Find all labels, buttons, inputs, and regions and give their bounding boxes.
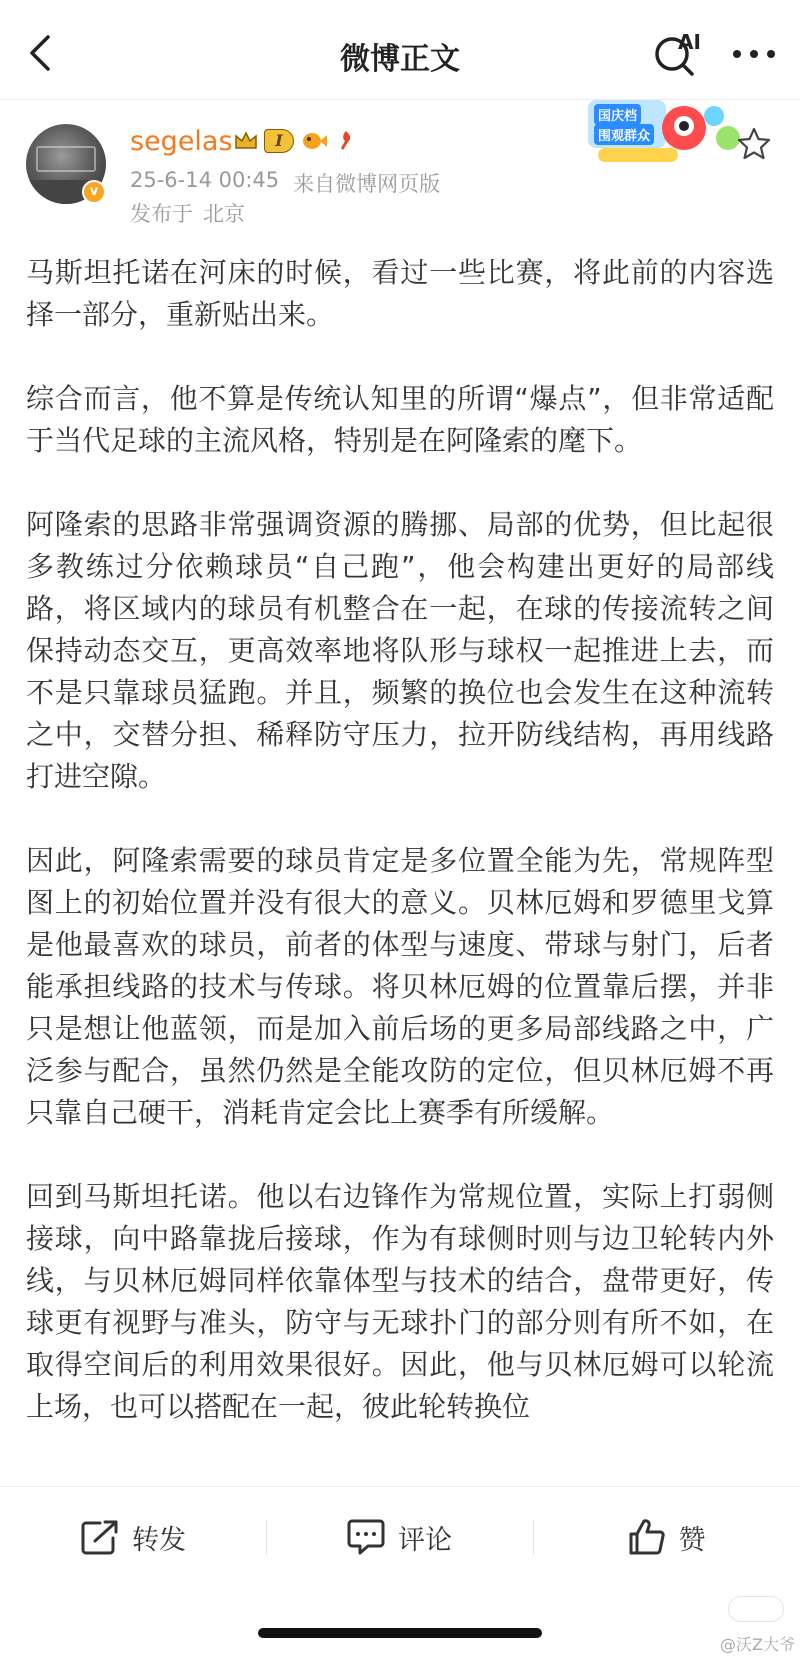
- fish-badge-icon: [300, 129, 328, 153]
- like-label: 赞: [678, 1524, 706, 1556]
- repost-button[interactable]: [0, 1487, 266, 1587]
- event-decoration-line1: 国庆档: [594, 104, 641, 125]
- post-paragraph: 阿隆索的思路非常强调资源的腾挪、局部的优势，但比起很多教练过分依赖球员“自己跑”，他会构建出更好的局部线路，将区域内的球员有机整合在一起，在球的传接流转之间保持动态交互，更高效率地将队形与球权一起推进上去，而不是只靠球员猛跑。并且，频繁的换位也会发生在这种流转之中，交替分担、稀释防守压力，拉开防线结构，再用线路打进空隙。: [26, 508, 774, 793]
- post-timestamp: 25-6-14 00:45: [130, 168, 280, 192]
- watermark-logo: [728, 1596, 784, 1622]
- thumbs-up-icon: [627, 1518, 667, 1556]
- post-paragraph: 综合而言，他不算是传统认知里的所谓“爆点”，但非常适配于当代足球的主流风格，特别是在阿隆索的麾下。: [26, 382, 774, 457]
- action-bar: [0, 1486, 800, 1586]
- event-decoration-line2: 围观群众: [594, 124, 654, 145]
- watermark-text: @沃Z大爷: [720, 1635, 795, 1654]
- post-source: 来自微博网页版: [293, 172, 441, 196]
- avatar-ring-shape: [36, 146, 96, 172]
- author-name[interactable]: segelas: [130, 126, 233, 157]
- post-paragraph: 因此，阿隆索需要的球员肯定是多位置全能为先，常规阵型图上的初始位置并没有很大的意义。贝林厄姆和罗德里戈算是他最喜欢的球员，前者的体型与速度、带球与射门，后者能承担线路的技术与传球。将贝林厄姆的位置靠后摆，并非只是想让他蓝领，而是加入前后场的更多局部线路之中，广泛参与配合，虽然仍然是全能攻防的定位，但贝林厄姆不再只靠自己硬干，消耗肯定会比上赛季有所缓解。: [26, 844, 774, 1129]
- home-indicator[interactable]: [258, 1628, 542, 1638]
- page-title: 微博正文: [340, 42, 460, 77]
- star-icon: [736, 126, 772, 162]
- location-value: 北京: [203, 202, 245, 226]
- comment-icon: [346, 1518, 386, 1556]
- vip-level-text: I: [275, 131, 283, 150]
- post-paragraph: 马斯坦托诺在河床的时候，看过一些比赛，将此前的内容选择一部分，重新贴出来。: [26, 256, 774, 331]
- vip-level-badge[interactable]: [264, 129, 294, 153]
- post-paragraph: 回到马斯坦托诺。他以右边锋作为常规位置，实际上打弱侧接球，向中路靠拢后接球，作为有球侧时则与边卫轮转内外线，与贝林厄姆同样依靠体型与技术的结合，盘带更好，传球更有视野与准头，防守与无球扑门的部分则有所不如，在取得空间后的利用效果很好。因此，他与贝林厄姆可以轮流上场，也可以搭配在一起，彼此轮转换位: [26, 1180, 774, 1423]
- author-header: [0, 100, 800, 240]
- more-options-button[interactable]: [726, 30, 782, 78]
- more-dots-icon: [732, 49, 776, 59]
- repost-icon: [80, 1519, 120, 1555]
- top-nav-bar: [0, 0, 800, 100]
- ai-label: AI: [678, 30, 701, 54]
- favorite-button[interactable]: [736, 126, 772, 162]
- like-button[interactable]: [533, 1487, 799, 1587]
- crown-icon: [234, 130, 258, 152]
- post-meta: [130, 168, 440, 198]
- comment-label: 评论: [398, 1524, 452, 1556]
- user-badges: [234, 124, 358, 158]
- location-label: 发布于: [130, 202, 193, 226]
- torch-badge-icon: [334, 129, 358, 153]
- repost-label: 转发: [132, 1524, 186, 1556]
- post-location: [130, 198, 245, 228]
- post-content: [26, 252, 774, 1480]
- event-decoration: [588, 100, 748, 170]
- verified-badge: v: [82, 180, 106, 204]
- ai-search-button[interactable]: [652, 30, 704, 78]
- comment-button[interactable]: [266, 1487, 532, 1587]
